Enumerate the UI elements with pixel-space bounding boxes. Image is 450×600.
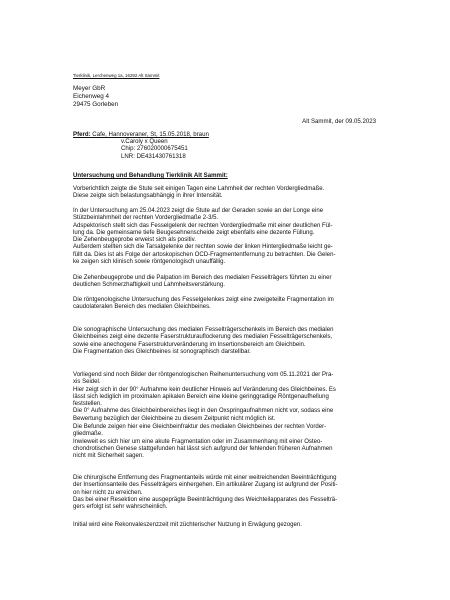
recipient-address (73, 85, 118, 109)
paragraph-line: Die sonographische Untersuchung des medialen Fesselträgerschenkels im Bereich des medialen (73, 327, 334, 333)
paragraph-line: lässt sich lediglich im proximalen apikalen Bereich eine kleine geringgradige Röntgenaufhellung (73, 393, 329, 400)
paragraph-line: der Insertionsanteile des Fesselträgers einhergehen. Ein artikulärer Zugang ist aufgrund der Positi- (73, 482, 338, 489)
patient-detail: v.Caroly x Queen (121, 138, 168, 146)
paragraph-line: chondrotischen Genese stattgefunden hat lässt sich aufgrund der fehlenden früheren Aufnahmen (73, 445, 333, 452)
paragraph-line: ke zeigen sich klinisch sowie röntgenologisch unauffällig. (73, 259, 226, 266)
paragraph-line: deutlichen Schmerzhaftigkeit und Lahmheitsverstärkung. (73, 282, 225, 289)
paragraph-line: Vorliegend sind noch Bilder der röntgenologischen Reihenuntersuchung vom 05.11.2021 der Pra- (73, 372, 334, 378)
paragraph-line: Inwieweit es sich hier um eine akute Fragmentation oder im Zusammenhang mit einer Osteo- (73, 438, 323, 445)
section-heading: Untersuchung und Behandlung Tierklinik Alt Sammit: (73, 172, 228, 179)
paragraph-line: Gleichbeines zeigt eine dezente Faserstrukturauflockerung des medialen Fesselträgerschenkels, (73, 334, 333, 341)
paragraph-line: caudolateralen Bereich des medialen Gleichbeines. (73, 304, 211, 311)
paragraph-line: Die röntgenologische Untersuchung des Fesselgelenkes zeigt eine zweigeteilte Fragmentation im (73, 297, 334, 303)
paragraph-line: Die Fragmentation des Gleichbeines ist sonographisch darstellbar. (73, 348, 251, 355)
body-paragraph (73, 522, 302, 529)
paragraph-line: sowie eine anechogene Faserstrukturveränderung im Insertionsbereich am Gleichbein. (73, 341, 306, 348)
body-paragraph (73, 475, 338, 511)
paragraph-line: Außerdem stellten sich die Tarsalgelenke der rechten sowie der linken Hintergliedmaße leicht ge- (73, 244, 333, 251)
body-paragraph (73, 297, 334, 312)
body-paragraph (73, 208, 336, 266)
paragraph-line: Die 0° Aufnahme des Gleichbeinbereiches liegt in den Oxspringaufnahmen nicht vor, sodass eine (73, 408, 334, 415)
date-line: Alt Sammit, der 09.05.2023 (302, 118, 376, 125)
body-paragraph (73, 424, 333, 460)
body-paragraph (73, 327, 334, 356)
recipient-line: 29475 Gorleben (73, 101, 119, 108)
paragraph-line: gers erfolgt ist sehr wahrscheinlich. (73, 504, 168, 511)
body-paragraph (73, 186, 324, 201)
body-paragraph (73, 372, 336, 423)
paragraph-line: gliedmaße. (73, 431, 103, 438)
patient-label: Pferd: (73, 131, 91, 138)
sender-line: Tierklinik, Lerchenweg 1a, 16292 Alt Sammit (73, 73, 160, 78)
paragraph-line: Initial wird eine Rekonvaleszenzzeit mit züchterischer Nutzung in Erwägung gezogen. (73, 522, 302, 528)
paragraph-line: nicht mit Sicherheit sagen. (73, 453, 144, 460)
paragraph-line: Stützbeinlahmheit der rechten Vordergliedmaße 2-3/5. (73, 215, 219, 222)
paragraph-line: xis Seidel. (73, 379, 101, 386)
patient-info (73, 131, 209, 160)
paragraph-line: Die Zehenbeugeprobe und die Palpation im Bereich des medialen Fesselträgers führten zu einer (73, 275, 332, 281)
patient-detail: Chip: 276020000675451 (121, 145, 188, 153)
paragraph-line: Die Zehenbeugeprobe erweist sich als positiv. (73, 237, 196, 244)
patient-line-1: Cafe, Hannoveraner, St, 15.05.2018, braun (90, 131, 209, 138)
paragraph-line: feststellen. (73, 401, 102, 408)
recipient-line: Eichenweg 4 (73, 93, 110, 100)
paragraph-line: Diese zeigte sich belastungsabhängig in ihrer Intensität. (73, 193, 223, 200)
paragraph-line: Adspektorisch stellt sich das Fesselgelenk der rechten Vordergliedmaße mit einer deutlichen Fül- (73, 222, 333, 229)
paragraph-line: Das bei einer Resektion eine ausgeprägte Beeinträchtigung des Weichteilapparates des Fesselträ- (73, 496, 338, 503)
paragraph-line: Die chirurgische Entfernung des Fragmentanteils würde mit einer weitreichenden Beeinträchtigung (73, 475, 337, 481)
paragraph-line: on hier nicht zu erreichen. (73, 489, 143, 496)
paragraph-line: Vorberichtlich zeigte die Stute seit einigen Tagen eine Lahmheit der rechten Vordergliedmaße. (73, 186, 325, 192)
patient-detail: LNR: DE431430761318 (121, 152, 186, 160)
body-paragraph (73, 275, 332, 290)
paragraph-line: lung da. Die gemeinsame tiefe Beugesehnenscheide zeigt ebenfalls eine dezente Füllung. (73, 229, 315, 236)
paragraph-line: In der Untersuchung am 25.04.2023 zeigt die Stute auf der Geraden sowie an der Longe eine (73, 208, 324, 214)
paragraph-line: füllt da. Dies ist als Folge der artoskopischen OCD-Fragmententfernung zu betrachten. Die Gelen- (73, 251, 336, 258)
paragraph-line: Hier zeigt sich in der 90° Aufnahme kein deutlicher Hinweis auf Veränderung des Gleichbeines. Es (73, 386, 336, 393)
paragraph-line: Bewertung bezüglich der Gleichbeine zu diesem Zeitpunkt nicht möglich ist. (73, 415, 276, 422)
paragraph-line: Die Befunde zeigen hier eine Gleichbeinfraktur des medialen Gleichbeines der rechten Vorder- (73, 424, 327, 430)
recipient-line: Meyer GbR (73, 85, 106, 92)
